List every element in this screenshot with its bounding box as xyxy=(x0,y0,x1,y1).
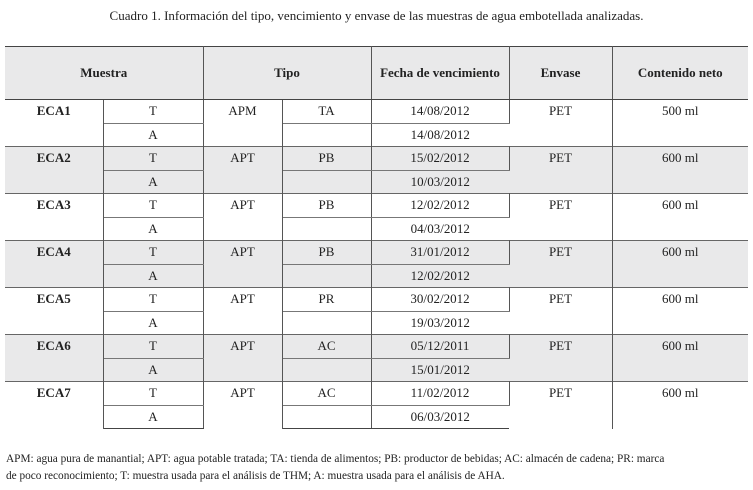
header-envase: Envase xyxy=(509,47,612,100)
fecha-a: 15/01/2012 xyxy=(371,358,509,382)
sample-group xyxy=(5,241,748,288)
empty-cell xyxy=(282,264,371,288)
table-row xyxy=(5,194,748,218)
empty-cell xyxy=(282,170,371,194)
table-header xyxy=(5,47,748,100)
fecha-t: 14/08/2012 xyxy=(371,100,509,124)
sample-tipo: APT xyxy=(203,335,282,382)
table-row xyxy=(5,147,748,171)
empty-cell xyxy=(282,217,371,241)
header-fecha: Fecha de vencimiento xyxy=(371,47,509,100)
sample-sub-t: T xyxy=(103,194,203,218)
sample-sub-a: A xyxy=(103,311,203,335)
fecha-t: 31/01/2012 xyxy=(371,241,509,265)
sample-tipo-origen: PB xyxy=(282,194,371,218)
sample-envase: PET xyxy=(509,194,612,241)
empty-cell xyxy=(282,123,371,147)
empty-cell xyxy=(282,311,371,335)
sample-contenido: 600 ml xyxy=(612,147,748,194)
sample-sub-t: T xyxy=(103,241,203,265)
table-row xyxy=(5,288,748,312)
sample-id: ECA5 xyxy=(5,288,103,335)
sample-sub-a: A xyxy=(103,358,203,382)
sample-id: ECA1 xyxy=(5,100,103,147)
sample-envase: PET xyxy=(509,335,612,382)
table-caption: Cuadro 1. Información del tipo, vencimiento y envase de las muestras de agua embotellada analizadas. xyxy=(109,8,644,23)
table-row xyxy=(5,382,748,406)
sample-group xyxy=(5,288,748,335)
sample-tipo-origen: TA xyxy=(282,100,371,124)
footnote-line-2: de poco reconocimiento; T: muestra usada para el análisis de THM; A: muestra usada para el análisis de AHA. xyxy=(6,470,505,482)
sample-id: ECA3 xyxy=(5,194,103,241)
sample-envase: PET xyxy=(509,288,612,335)
samples-table xyxy=(5,46,748,429)
sample-contenido: 600 ml xyxy=(612,241,748,288)
fecha-t: 05/12/2011 xyxy=(371,335,509,359)
header-tipo: Tipo xyxy=(203,47,371,100)
sample-group xyxy=(5,382,748,429)
fecha-t: 12/02/2012 xyxy=(371,194,509,218)
sample-contenido: 600 ml xyxy=(612,288,748,335)
sample-contenido: 600 ml xyxy=(612,335,748,382)
sample-sub-t: T xyxy=(103,335,203,359)
sample-tipo: APT xyxy=(203,382,282,429)
fecha-t: 30/02/2012 xyxy=(371,288,509,312)
sample-tipo: APT xyxy=(203,241,282,288)
sample-contenido: 500 ml xyxy=(612,100,748,147)
sample-sub-a: A xyxy=(103,217,203,241)
sample-sub-t: T xyxy=(103,288,203,312)
sample-group xyxy=(5,147,748,194)
fecha-a: 19/03/2012 xyxy=(410,314,470,330)
sample-group xyxy=(5,194,748,241)
sample-sub-t: T xyxy=(103,382,203,406)
header-muestra: Muestra xyxy=(5,47,203,100)
sample-sub-a: A xyxy=(103,264,203,288)
sample-envase: PET xyxy=(509,382,612,429)
sample-group xyxy=(5,100,748,147)
sample-tipo: APM xyxy=(203,100,282,147)
sample-envase: PET xyxy=(509,147,612,194)
sample-sub-t: T xyxy=(103,100,203,124)
empty-cell xyxy=(282,358,371,382)
sample-tipo: APT xyxy=(203,147,282,194)
table-row xyxy=(5,335,748,359)
fecha-a: 10/03/2012 xyxy=(371,170,509,194)
sample-envase: PET xyxy=(509,100,612,147)
sample-id: ECA4 xyxy=(5,241,103,288)
sample-tipo-origen: PB xyxy=(282,147,371,171)
fecha-t: 11/02/2012 xyxy=(371,382,509,406)
sample-contenido: 600 ml xyxy=(612,194,748,241)
sample-envase: PET xyxy=(509,241,612,288)
sample-tipo-origen: AC xyxy=(282,382,371,406)
footnote xyxy=(6,451,746,485)
sample-sub-a: A xyxy=(103,123,203,147)
fecha-t: 15/02/2012 xyxy=(371,147,509,171)
fecha-a: 14/08/2012 xyxy=(410,126,470,142)
sample-id: ECA6 xyxy=(5,335,103,382)
sample-group xyxy=(5,335,748,382)
table-row xyxy=(5,241,748,265)
sample-sub-a: A xyxy=(103,405,203,429)
sample-sub-t: T xyxy=(103,147,203,171)
fecha-a: 12/02/2012 xyxy=(371,264,509,288)
sample-tipo-origen: PR xyxy=(282,288,371,312)
header-contenido: Contenido neto xyxy=(612,47,748,100)
sample-tipo-origen: AC xyxy=(282,335,371,359)
sample-contenido: 600 ml xyxy=(612,382,748,429)
sample-id: ECA2 xyxy=(5,147,103,194)
fecha-a: 04/03/2012 xyxy=(410,220,470,236)
sample-tipo-origen: PB xyxy=(282,241,371,265)
table-row xyxy=(5,100,748,124)
footnote-line-1: APM: agua pura de manantial; APT: agua potable tratada; TA: tienda de alimentos; PB: productor de bebidas; AC: almacén de cadena; PR: marca xyxy=(6,453,665,465)
sample-id: ECA7 xyxy=(5,382,103,429)
sample-sub-a: A xyxy=(103,170,203,194)
empty-cell xyxy=(282,405,371,429)
sample-tipo: APT xyxy=(203,288,282,335)
fecha-a: 06/03/2012 xyxy=(371,405,509,429)
sample-tipo: APT xyxy=(203,194,282,241)
